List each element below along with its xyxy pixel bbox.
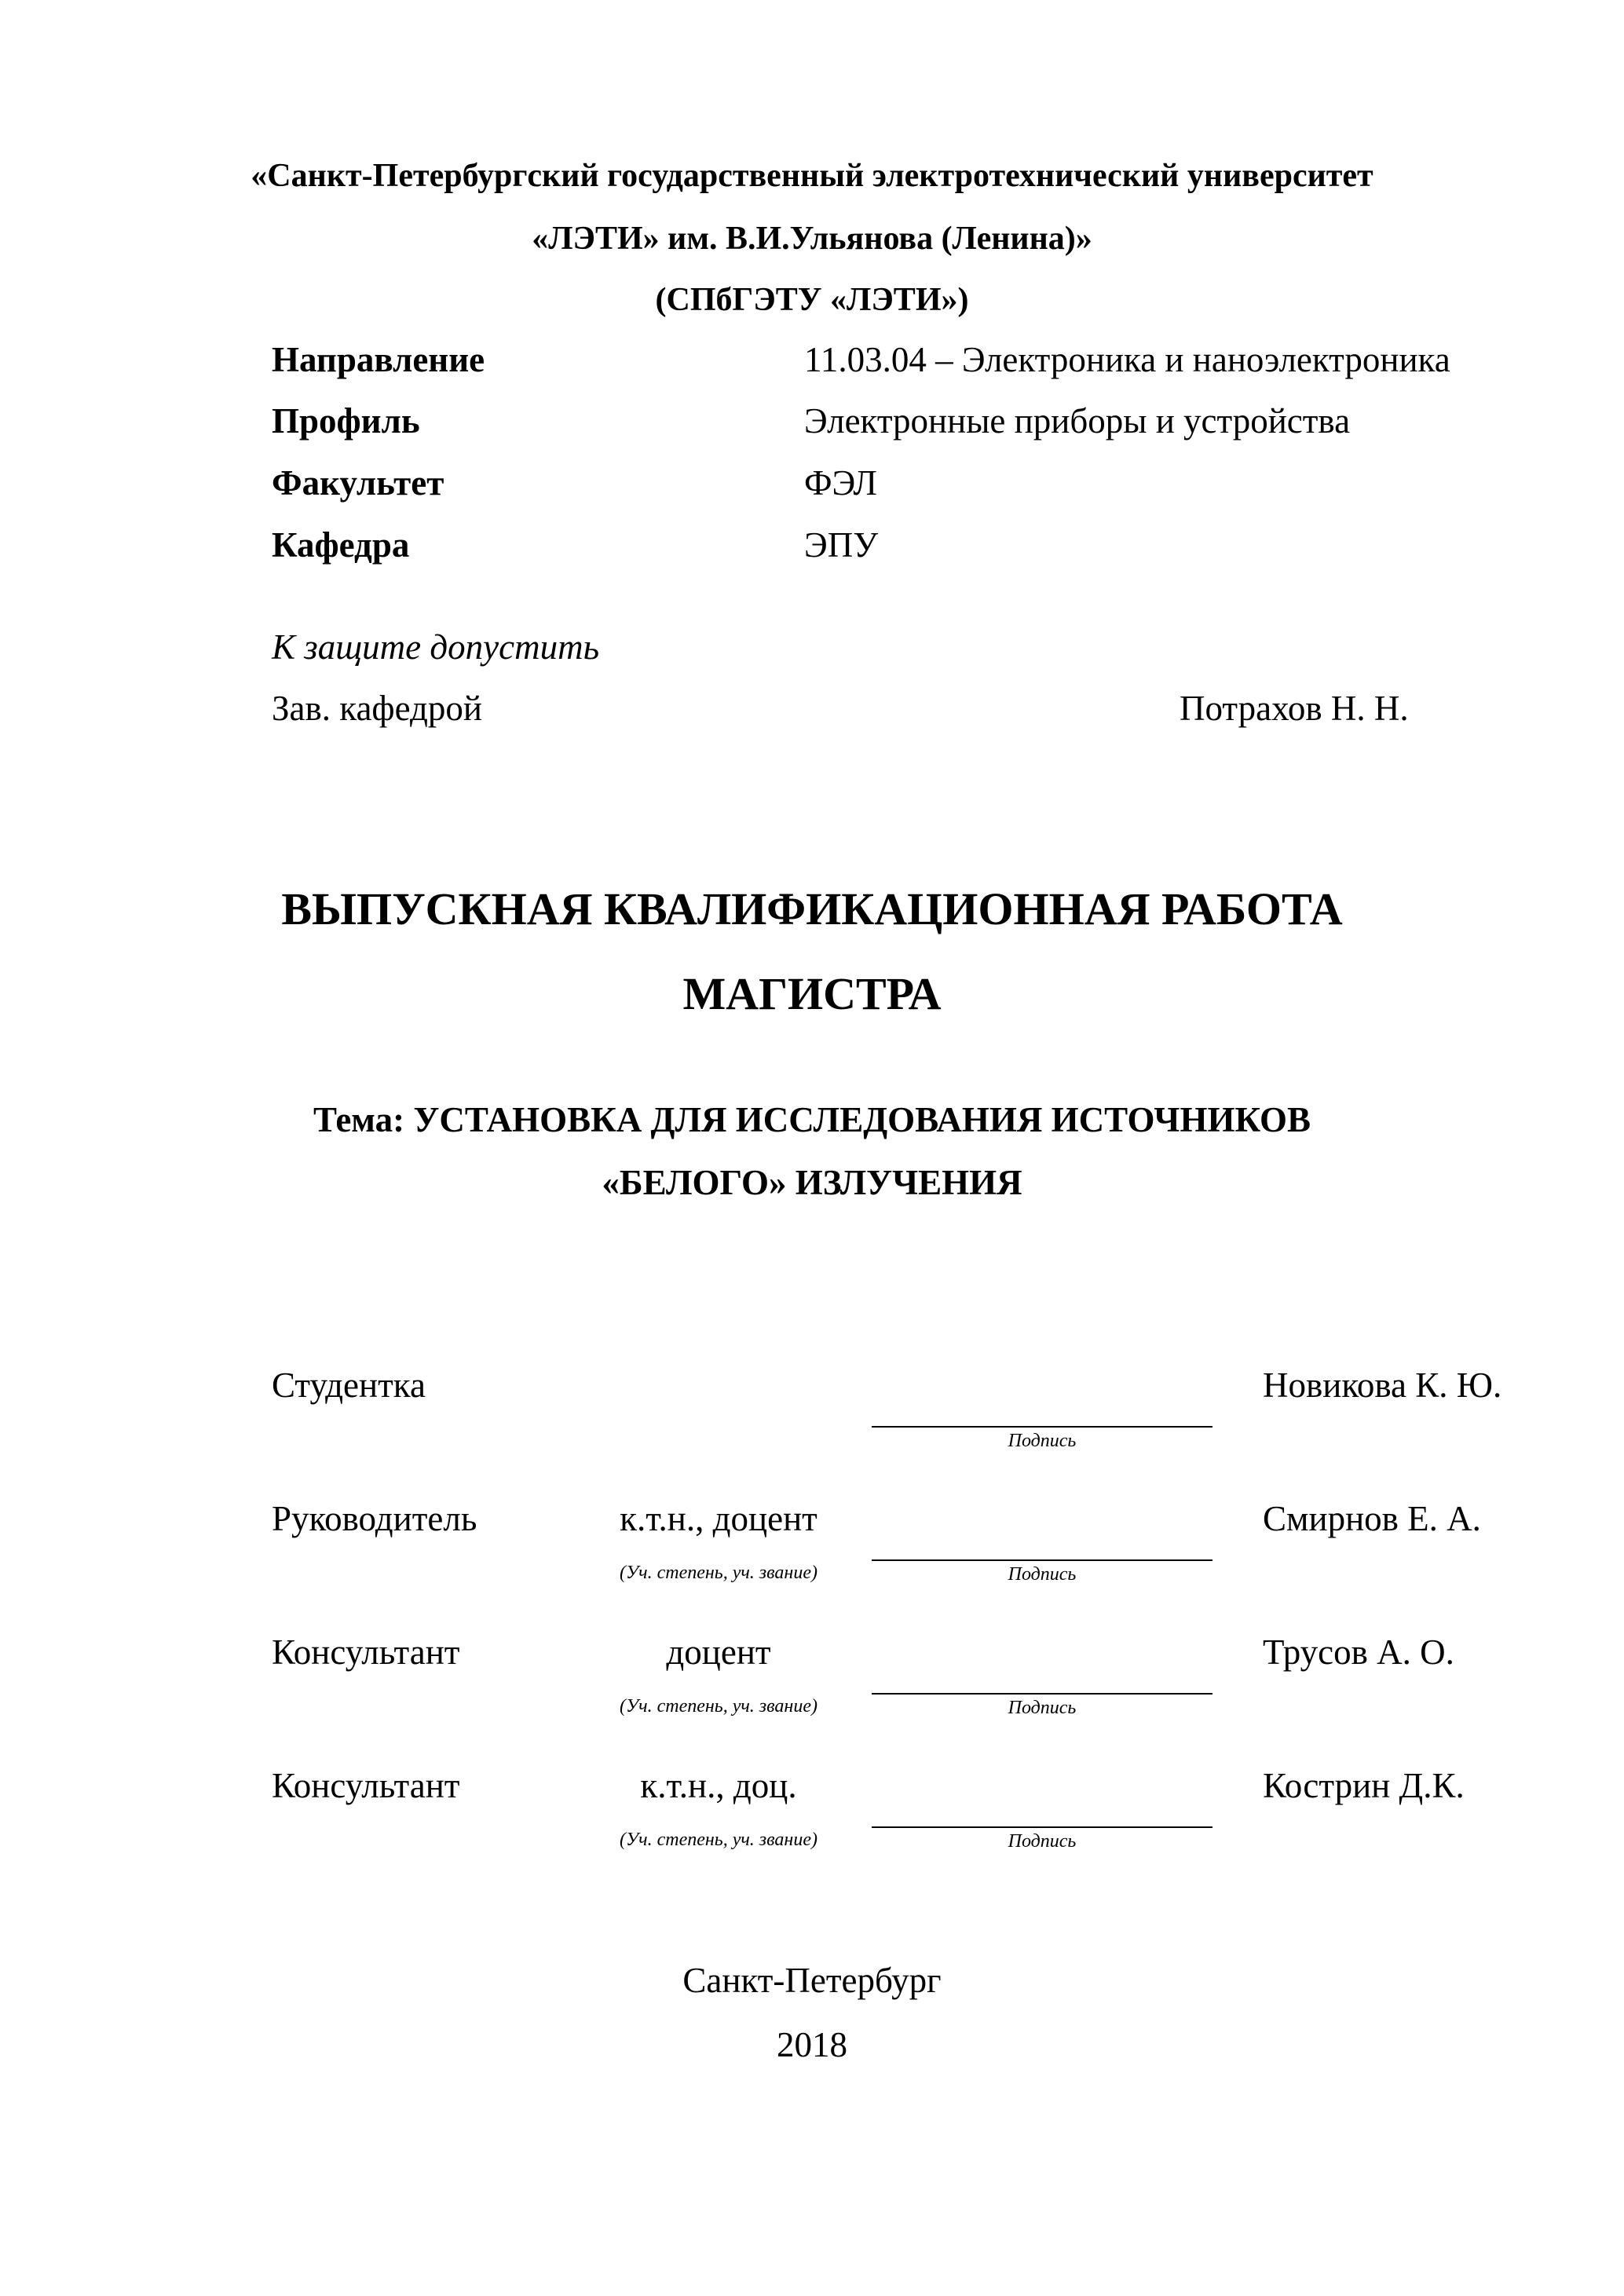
signature-degree-consultant-2: к.т.н., доц.	[640, 1766, 797, 1805]
signature-caption-supervisor: Подпись	[1008, 1564, 1077, 1585]
signature-role-consultant-2: Консультант	[272, 1766, 460, 1805]
signature-caption-consultant-2: Подпись	[1008, 1831, 1077, 1852]
signature-line-consultant-2	[872, 1826, 1213, 1828]
department-label: Кафедра	[272, 525, 410, 565]
signature-degree-consultant-1: доцент	[666, 1632, 771, 1672]
signature-degree-supervisor: к.т.н., доцент	[620, 1499, 817, 1538]
direction-value: 11.03.04 – Электроника и наноэлектроника	[804, 340, 1450, 379]
approval-heading: К защите допустить	[272, 627, 600, 667]
signature-name-student: Новикова К. Ю.	[1263, 1366, 1502, 1405]
footer-city: Санкт-Петербург	[682, 1961, 942, 2000]
signature-role-student: Студентка	[272, 1366, 426, 1405]
signature-degree-caption-consultant-2: (Уч. степень, уч. звание)	[620, 1830, 817, 1850]
work-title-line1: ВЫПУСКНАЯ КВАЛИФИКАЦИОННАЯ РАБОТА	[281, 883, 1343, 934]
university-name-line1: «Санкт-Петербургский государственный электротехнический университет	[251, 158, 1373, 194]
work-title-line2: МАГИСТРА	[682, 968, 942, 1019]
signature-role-supervisor: Руководитель	[272, 1499, 477, 1538]
profile-label: Профиль	[272, 401, 420, 441]
department-value: ЭПУ	[804, 525, 879, 565]
footer-year: 2018	[777, 2025, 847, 2064]
signature-line-supervisor	[872, 1559, 1213, 1561]
approval-name: Потрахов Н. Н.	[1180, 689, 1409, 728]
topic-line1: Тема: УСТАНОВКА ДЛЯ ИССЛЕДОВАНИЯ ИСТОЧНИКОВ	[313, 1100, 1311, 1139]
profile-value: Электронные приборы и устройства	[804, 401, 1351, 441]
faculty-value: ФЭЛ	[804, 463, 877, 503]
signature-degree-caption-supervisor: (Уч. степень, уч. звание)	[620, 1563, 817, 1583]
signature-name-consultant-2: Кострин Д.К.	[1263, 1766, 1465, 1805]
direction-label: Направление	[272, 340, 485, 379]
signature-name-supervisor: Смирнов Е. А.	[1263, 1499, 1481, 1538]
approval-position: Зав. кафедрой	[272, 689, 482, 728]
signature-degree-caption-consultant-1: (Уч. степень, уч. звание)	[620, 1696, 817, 1717]
signature-name-consultant-1: Трусов А. О.	[1263, 1632, 1454, 1672]
signature-line-student	[872, 1426, 1213, 1428]
university-name-line2: «ЛЭТИ» им. В.И.Ульянова (Ленина)»	[532, 221, 1092, 257]
signature-line-consultant-1	[872, 1693, 1213, 1695]
topic-line2: «БЕЛОГО» ИЗЛУЧЕНИЯ	[602, 1163, 1022, 1202]
signature-caption-consultant-1: Подпись	[1008, 1698, 1077, 1718]
university-abbreviation: (СПбГЭТУ «ЛЭТИ»)	[655, 282, 969, 318]
signature-role-consultant-1: Консультант	[272, 1632, 460, 1672]
signature-caption-student: Подпись	[1008, 1431, 1077, 1451]
faculty-label: Факультет	[272, 463, 444, 503]
